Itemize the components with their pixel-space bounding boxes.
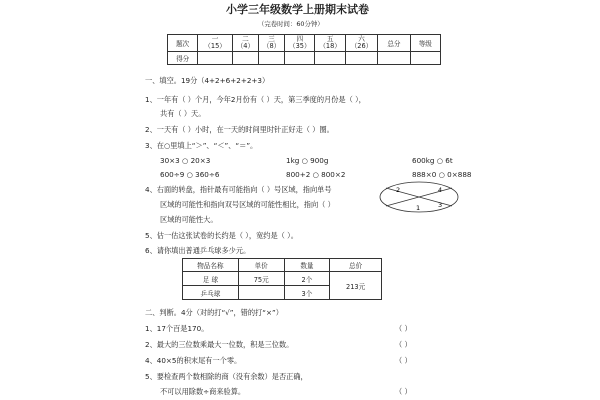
price-header: 总价: [330, 259, 382, 272]
judge-item: 2、最大的三位数乘最大一位数，积是三位数。: [145, 340, 294, 349]
answer-paren[interactable]: （ ）: [395, 356, 412, 365]
score-cell[interactable]: [378, 52, 410, 65]
spinner-label: 1: [416, 204, 421, 212]
price-header: 数量: [284, 259, 330, 272]
judge-item-cont: 不可以用除数÷商来验算。: [160, 387, 246, 396]
question-1-line2: 共有（ ）天。: [160, 109, 206, 118]
compare-item: 1kg ○ 900g: [286, 156, 329, 165]
score-header-cell: 题次: [168, 35, 198, 52]
compare-item: 600kg ○ 6t: [412, 156, 453, 165]
judge-item: 4、40×5的积末尾有一个零。: [145, 356, 242, 365]
spinner-label: 4: [438, 186, 443, 194]
price-cell[interactable]: [238, 286, 284, 300]
judge-item: 5、要检查两个数相除的商（没有余数）是否正确，: [145, 372, 308, 381]
score-cell[interactable]: [315, 52, 345, 65]
score-cell[interactable]: [258, 52, 284, 65]
score-cell[interactable]: [345, 52, 377, 65]
score-header-cell: 二 （4）: [232, 35, 258, 52]
question-5: 5、估一估这张试卷的长约是（ ），宽约是（ ）。: [145, 231, 298, 240]
score-header-cell: 总分: [378, 35, 410, 52]
price-header: 单价: [238, 259, 284, 272]
page-title: 小学三年级数学上册期末试卷: [226, 3, 369, 16]
price-total: 213元: [330, 272, 382, 300]
spinner-label: 3: [438, 201, 443, 209]
score-cell[interactable]: [198, 52, 233, 65]
score-cell[interactable]: [410, 52, 440, 65]
question-4-line2: 区域的可能性和指向双号区域的可能性相比，指向（ ）: [160, 200, 335, 209]
price-cell: 2个: [284, 272, 330, 286]
compare-item: 888×0 ○ 0×888: [412, 170, 472, 179]
spinner-diagram: [378, 180, 460, 214]
score-header-cell: 一 （15）: [198, 35, 233, 52]
score-header-cell: 四 （35）: [285, 35, 315, 52]
section1-heading: 一、填空。19分（4+2+6+2+2+3）: [145, 76, 270, 85]
answer-paren[interactable]: （ ）: [395, 340, 412, 349]
answer-paren[interactable]: （ ）: [395, 387, 412, 396]
compare-item: 600÷9 ○ 360÷6: [160, 170, 220, 179]
score-header-cell: 六 （26）: [345, 35, 377, 52]
section2-heading: 二、判断。4分（对的打“√”，错的打“×”）: [145, 308, 283, 317]
price-table: [182, 258, 382, 300]
question-6: 6、请你填出普通乒乓球多少元。: [145, 246, 251, 255]
answer-paren[interactable]: （ ）: [395, 324, 412, 333]
spinner-label: 2: [396, 186, 401, 194]
compare-item: 30×3 ○ 20×3: [160, 156, 211, 165]
question-2: 2、一天有（ ）小时，在一天的时间里时针正好走（ ）圈。: [145, 125, 334, 134]
score-row-label: 得分: [168, 52, 198, 65]
question-4-line1: 4、右面的转盘，指针最有可能指向（ ）号区域，指向单号: [145, 185, 332, 194]
score-cell[interactable]: [285, 52, 315, 65]
score-header-cell: 五 （18）: [315, 35, 345, 52]
score-header-cell: 等级: [410, 35, 440, 52]
score-table: [167, 34, 441, 65]
score-cell[interactable]: [232, 52, 258, 65]
price-header: 物品名称: [183, 259, 239, 272]
judge-item: 1、17个百是170。: [145, 324, 209, 333]
time-limit: （完卷时间：60分钟）: [258, 20, 324, 28]
question-4-line3: 区域的可能性大。: [160, 215, 218, 224]
price-cell: 乒乓球: [183, 286, 239, 300]
price-cell: 足 球: [183, 272, 239, 286]
question-3: 3、在○里填上“＞”、“＜”、“＝”。: [145, 141, 258, 150]
score-header-cell: 三 （8）: [258, 35, 284, 52]
compare-item: 800+2 ○ 800×2: [286, 170, 346, 179]
price-cell: 3个: [284, 286, 330, 300]
question-1-line1: 1、一年有（ ）个月，今年2月份有（ ）天，第三季度的月份是（ ），: [145, 95, 366, 104]
price-cell: 75元: [238, 272, 284, 286]
